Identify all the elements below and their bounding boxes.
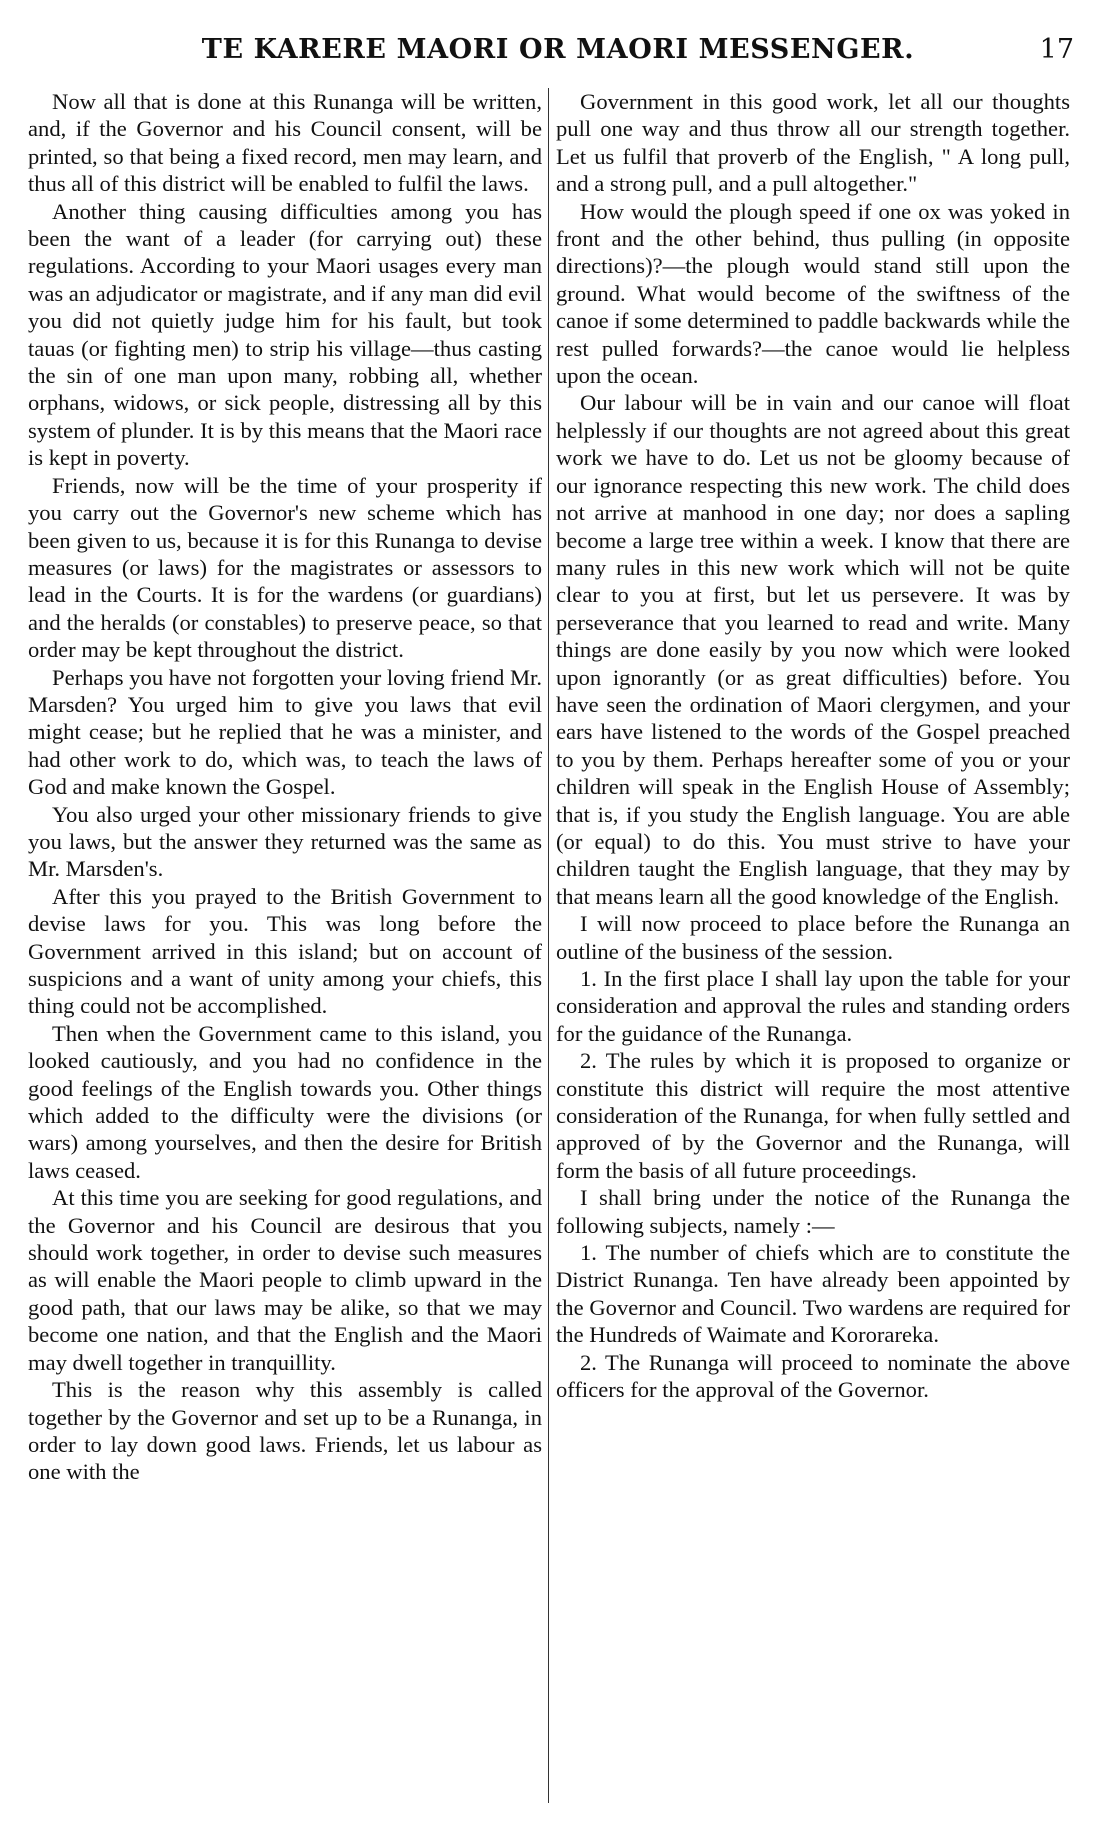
column-divider [548, 88, 549, 1803]
page-title: TE KARERE MAORI OR MAORI MESSENGER. [201, 34, 915, 65]
paragraph: 1. In the first place I shall lay upon the table for your consideration and approval the rules and standing orders for the guidance of the Runanga. [556, 966, 1070, 1046]
paragraph: Friends, now will be the time of your prosperity if you carry out the Governor's new scheme which has been given to us, because it is for this Runanga to devise measures (or laws) for the magistrates or assessors to lead in the Courts. It is for the wardens (or guardians) and the heralds (or constables) to preserve peace, so that order may be kept throughout the district. [28, 472, 542, 663]
paragraph: 2. The rules by which it is proposed to organize or constitute this district will require the most attentive consideration of the Runanga, for when fully settled and approved of by the Governor and the Runanga, will form the basis of all future proceedings. [556, 1048, 1070, 1183]
paragraph: I will now proceed to place before the Runanga an outline of the business of the session. [556, 911, 1070, 964]
paragraph: Government in this good work, let all our thoughts pull one way and thus throw all our strength together. Let us fulfil that proverb of the English, " A long pull, and a strong pull, and a pull altogether." [556, 89, 1070, 197]
paragraph: Perhaps you have not forgotten your loving friend Mr. Marsden? You urged him to give you laws that evil might cease; but he replied that he was a minister, and had other work to do, which was, to teach the laws of God and make known the Gospel. [28, 664, 542, 800]
paragraph: This is the reason why this assembly is called together by the Governor and set up to be a Runanga, in order to lay down good laws. Friends, let us labour as one with the [28, 1377, 542, 1485]
paragraph: Then when the Government came to this island, you looked cautiously, and you had no confidence in the good feelings of the English towards you. Other things which added to the difficulty were the divisions (or wars) among yourselves, and then the desire for British laws ceased. [28, 1020, 542, 1183]
paragraph: 1. The number of chiefs which are to constitute the District Runanga. Ten have already been appointed by the Governor and Council. Two wardens are required for the Hundreds of Waimate and Kororareka. [556, 1240, 1070, 1348]
page-header [28, 34, 1088, 74]
paragraph: Now all that is done at this Runanga will be written, and, if the Governor and his Council consent, will be printed, so that being a fixed record, men may learn, and thus all of this district will be enabled to fulfil the laws. [28, 89, 542, 197]
left-column [28, 88, 542, 1808]
paragraph: You also urged your other missionary friends to give you laws, but the answer they returned was the same as Mr. Marsden's. [28, 801, 542, 882]
paragraph: Our labour will be in vain and our canoe will float helplessly if our thoughts are not agreed about this great work we have to do. Let us not be gloomy because of our ignorance respecting this new work. The child does not arrive at manhood in one day; nor does a sapling become a large tree within a week. I know that there are many rules in this new work which will not be quite clear to you at first, but let us persevere. It was by perseverance that you learned to read and write. Many things are done easily by you now which were looked upon ignorantly (or as great difficulties) before. You have seen the ordination of Maori clergymen, and your ears have listened to the words of the Gospel preached to you by them. Perhaps hereafter some of you or your children will speak in the English House of Assembly; that is, if you study the English language. You are able (or equal) to do this. You must strive to have your children taught the English language, that they may by that means learn all the good knowledge of the English. [556, 390, 1070, 909]
paragraph: At this time you are seeking for good regulations, and the Governor and his Council are desirous that you should work together, in order to devise such measures as will enable the Maori people to climb upward in the good path, that our laws may be alike, so that we may become one nation, and that the English and the Maori may dwell together in tranquillity. [28, 1185, 542, 1375]
right-column [556, 88, 1070, 1808]
paragraph: I shall bring under the notice of the Runanga the following subjects, namely :— [556, 1185, 1070, 1238]
page-number: 17 [1039, 34, 1074, 65]
paragraph: Another thing causing difficulties among you has been the want of a leader (for carrying out) these regulations. According to your Maori usages every man was an adjudicator or magistrate, and if any man did evil you did not quietly judge him for his fault, but took tauas (or fighting men) to strip his village—thus casting the sin of one man upon many, robbing all, whether orphans, widows, or sick people, distressing all by this system of plunder. It is by this means that the Maori race is kept in poverty. [28, 198, 542, 471]
paragraph: 2. The Runanga will proceed to nominate the above officers for the approval of the Governor. [556, 1349, 1070, 1403]
paragraph: How would the plough speed if one ox was yoked in front and the other behind, thus pulling (in opposite directions)?—the plough would stand still upon the ground. What would become of the swiftness of the canoe if some determined to paddle backwards while the rest pulled forwards?—the canoe would lie helpless upon the ocean. [556, 198, 1070, 389]
paragraph: After this you prayed to the British Government to devise laws for you. This was long before the Government arrived in this island; but on account of suspicions and a want of unity among your chiefs, this thing could not be accomplished. [28, 883, 542, 1019]
